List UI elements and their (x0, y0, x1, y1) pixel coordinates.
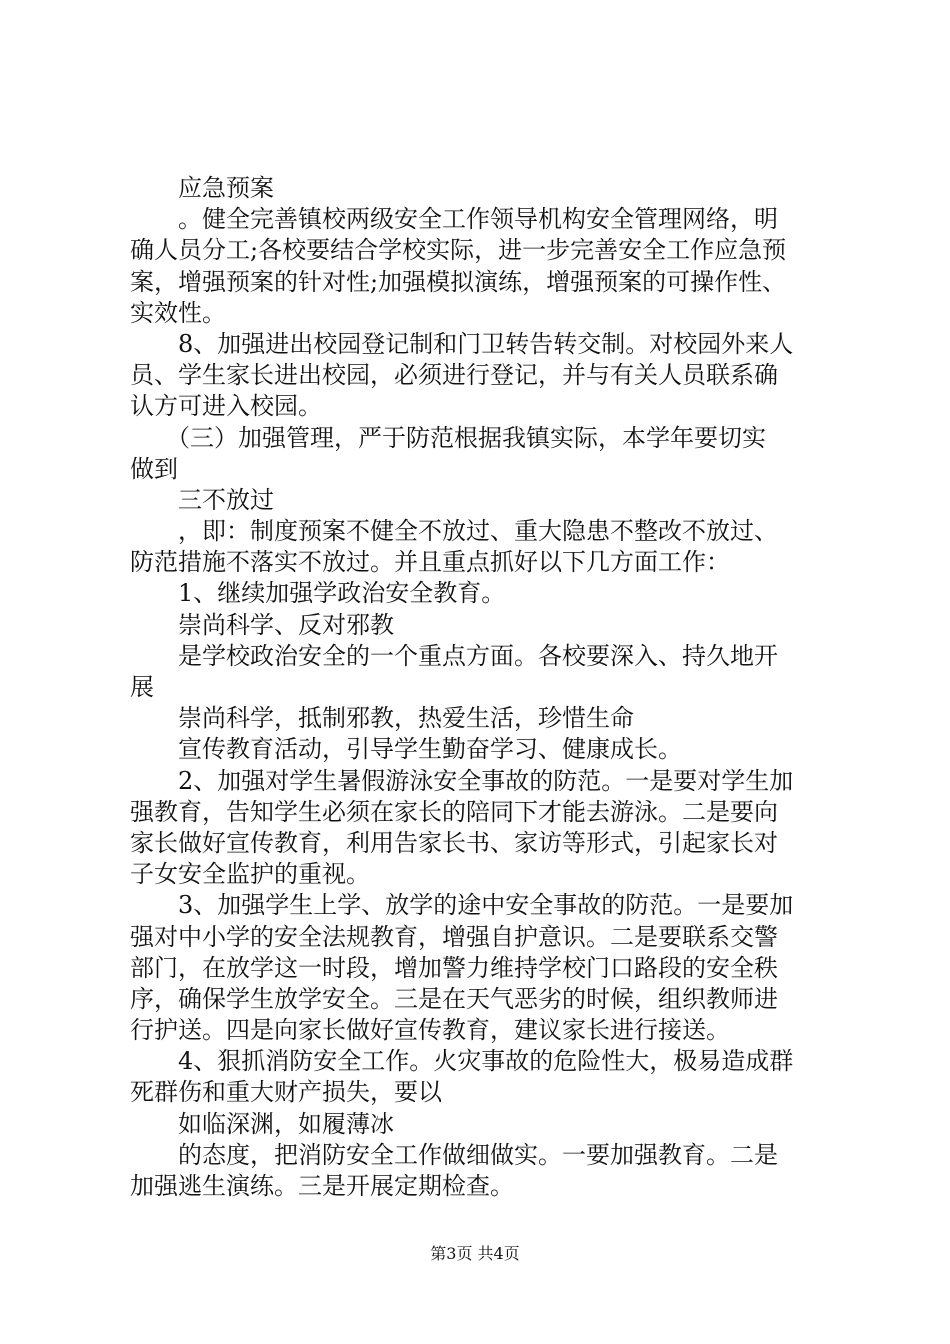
paragraph-line: 3、加强学生上学、放学的途中安全事故的防范。一是要加 (130, 891, 794, 920)
paragraph-line: 。健全完善镇校两级安全工作领导机构安全管理网络，明 (130, 205, 778, 234)
paragraph-line: 崇尚科学、反对邪教 (130, 610, 394, 639)
paragraph-line: 子女安全监护的重视。 (130, 860, 370, 889)
paragraph-line: 行护送。四是向家长做好宣传教育，建议家长进行接送。 (130, 1016, 730, 1045)
paragraph-line: 案，增强预案的针对性;加强模拟演练，增强预案的可操作性、 (130, 267, 787, 296)
paragraph-line: 应急预案 (130, 174, 274, 202)
paragraph-line: 序，确保学生放学安全。三是在天气恶劣的时候，组织教师进 (130, 984, 778, 1013)
paragraph-line: 员、学生家长进出校园，必须进行登记，并与有关人员联系确 (130, 361, 778, 390)
paragraph-line: 加强逃生演练。三是开展定期检查。 (130, 1172, 514, 1200)
paragraph-line: ，即：制度预案不健全不放过、重大隐患不整改不放过、 (130, 517, 778, 546)
paragraph-line: 8、加强进出校园登记制和门卫转告转交制。对校园外来人 (130, 329, 794, 358)
paragraph-line: 防范措施不落实不放过。并且重点抓好以下几方面工作： (130, 548, 730, 577)
paragraph-line: 强教育，告知学生必须在家长的陪同下才能去游泳。二是要向 (130, 797, 778, 826)
paragraph-line: 的态度，把消防安全工作做细做实。一要加强教育。二是 (130, 1140, 778, 1169)
paragraph-line: 家长做好宣传教育，利用告家长书、家访等形式，引起家长对 (130, 828, 778, 857)
paragraph-line: 崇尚科学，抵制邪教，热爱生活，珍惜生命 (130, 704, 634, 733)
paragraph-line: 1、继续加强学政治安全教育。 (130, 579, 506, 608)
paragraph-line: 如临深渊，如履薄冰 (130, 1109, 394, 1138)
paragraph-line: 认方可进入校园。 (130, 392, 322, 421)
document-body (130, 173, 830, 1202)
paragraph-line: 是学校政治安全的一个重点方面。各校要深入、持久地开 (130, 641, 778, 670)
paragraph-line: 确人员分工;各校要结合学校实际，进一步完善安全工作应急预 (130, 236, 787, 265)
paragraph-line: （三）加强管理，严于防范根据我镇实际，本学年要切实 (130, 423, 766, 452)
paragraph-line: 展 (130, 673, 154, 701)
paragraph-line: 三不放过 (130, 485, 274, 514)
paragraph-line: 宣传教育活动，引导学生勤奋学习、健康成长。 (130, 735, 682, 764)
paragraph-line: 死群伤和重大财产损失，要以 (130, 1078, 442, 1107)
paragraph-line: 实效性。 (130, 298, 226, 327)
page-number-footer: 第3页 共4页 (430, 1244, 520, 1263)
paragraph-line: 部门，在放学这一时段，增加警力维持学校门口路段的安全秩 (130, 953, 778, 982)
paragraph-line: 4、狠抓消防安全工作。火灾事故的危险性大，极易造成群 (130, 1047, 794, 1076)
paragraph-line: 做到 (130, 454, 178, 483)
paragraph-line: 2、加强对学生暑假游泳安全事故的防范。一是要对学生加 (130, 766, 794, 795)
paragraph-line: 强对中小学的安全法规教育，增强自护意识。二是要联系交警 (130, 922, 778, 951)
